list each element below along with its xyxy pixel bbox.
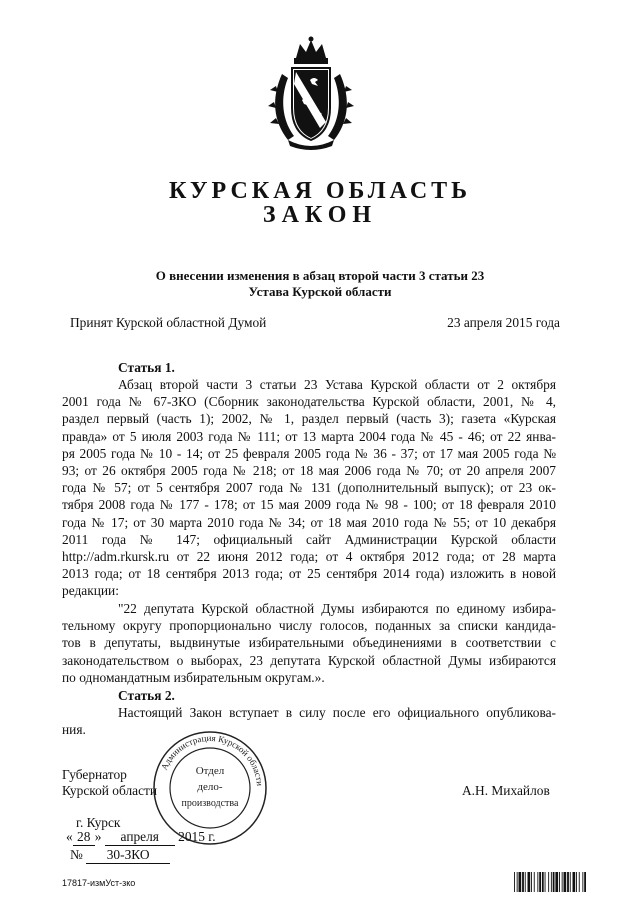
article-1-line: 93; от 26 октября 2005 года № 218; от 18 мая 2006 года № 70; от 20 апреля 2007 [62, 463, 556, 479]
signer-name: А.Н. Михайлов [462, 783, 550, 798]
quote-line: по одномандатным избирательным округам.». [62, 669, 325, 685]
article-1-line: редакции: [62, 583, 119, 599]
law-subject-line-2: Устава Курской области [248, 284, 392, 299]
stamp-line-2: дело- [197, 781, 223, 793]
adoption-date: 23 апреля 2015 года [447, 315, 560, 330]
article-1-line: 2013 года; от 18 сентября 2013 года; от 25 сентября 2014 года) изложить в новой [62, 566, 556, 582]
document-type-title: ЗАКОН [262, 202, 378, 228]
adopted-by: Принят Курской областной Думой [70, 315, 267, 330]
number-value: 30-ЗКО [86, 846, 170, 864]
city: г. Курск [76, 815, 121, 830]
article-1-line: ря 2005 года № 10 - 14; от 25 февраля 2005 года № 36 - 37; от 17 мая 2005 года № [62, 445, 556, 461]
date-year: 2015 г. [178, 829, 216, 844]
article-1-heading: Статья 1. [118, 360, 175, 375]
article-1-line: 2001 года № 67-ЗКО (Сборник законодательства Курской области, 2001, № 4, [62, 394, 556, 410]
law-subject-line-1: О внесении изменения в абзац второй части 3 статьи 23 [155, 268, 485, 283]
quote-line: тов в депутаты, выдвинутые избирательными объединениями в соответствии с [62, 635, 556, 651]
signing-date [66, 828, 216, 846]
quote-line: тельному округу пропорционально числу голосов, поданных за списки кандида- [62, 618, 556, 634]
region-title: КУРСКАЯ ОБЛАСТЬ [168, 178, 472, 204]
law-number [70, 846, 170, 864]
date-open-quote: « [66, 829, 73, 844]
signer-position-line-2: Курской области [62, 783, 158, 798]
date-month: апреля [105, 828, 175, 846]
article-1-line: года № 57; от 5 сентября 2007 года № 131 (дополнительный выпуск); от 23 ок- [62, 480, 556, 496]
quote-line: "22 депутата Курской областной Думы избираются по единому избира- [118, 601, 556, 616]
stamp-line-3: производства [181, 798, 239, 809]
coat-of-arms-emblem [266, 36, 356, 154]
signer-position-line-1: Губернатор [62, 767, 127, 782]
quote-line: законодательством о выборах, 23 депутата Курской областной Думы избираются [62, 652, 556, 668]
article-1-body [62, 376, 556, 600]
footer-code: 17817-измУст-зко [62, 878, 136, 888]
article-1-line: года № 17; от 30 марта 2010 года № 34; от 18 мая 2010 года № 55; от 10 декабря [62, 514, 556, 530]
stamp-line-1: Отдел [195, 765, 225, 777]
barcode-icon [514, 872, 586, 892]
number-sign: № [70, 847, 83, 862]
article-2-heading: Статья 2. [118, 688, 175, 703]
article-2-line: Настоящий Закон вступает в силу после его официального опубликова- [118, 705, 556, 720]
article-1-line: 2011 года № 147; официальный сайт Администрации Курской области [62, 531, 556, 547]
article-2-body [62, 704, 556, 738]
date-close-quote: » [94, 829, 102, 844]
article-1-line: Абзац второй части 3 статьи 23 Устава Курской области от 2 октября [118, 377, 556, 392]
article-1-new-wording [62, 600, 556, 686]
article-1-line: раздел первый (часть 1); 2002, № 1, раздел первый (часть 3); газета «Курская [62, 411, 556, 427]
article-1-line: тября 2008 года № 177 - 178; от 15 мая 2009 года № 98 - 100; от 18 февраля 2010 [62, 497, 556, 513]
stamp-ring-text: Администрация Курской области [158, 732, 265, 787]
article-2-line: ния. [62, 722, 86, 738]
date-day: 28 [73, 828, 95, 846]
article-1-line: правда» от 5 июля 2003 года № 111; от 13 марта 2004 года № 45 - 46; от 22 янва- [62, 428, 556, 444]
article-1-line: http://adm.rkursk.ru от 22 июня 2012 года; от 4 октября 2012 года; от 28 марта [62, 549, 556, 565]
